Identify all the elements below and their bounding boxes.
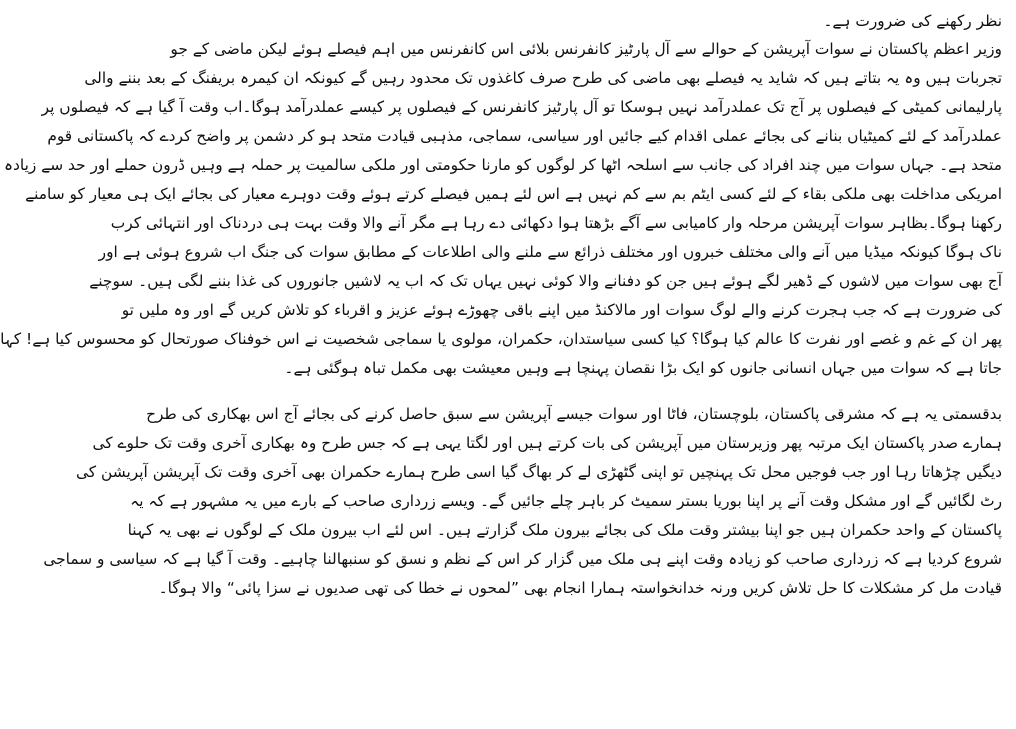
text-line: آج بھی سوات میں لاشوں کے ڈھیر لگے ہوئے ہیں جن کو دفنانے والا کوئی نہیں یہاں تک کہ اب یہ لاشیں جانوروں کی غذا بننے لگی ہیں۔ سوچنے xyxy=(89,272,1002,290)
text-line: قیادت مل کر مشکلات کا حل تلاش کریں ورنہ خدانخواستہ ہمارا انجام بھی ”لمحوں نے خطا کی تھی صدیوں نے سزا پائی“ والا ہوگا۔ xyxy=(158,579,1002,597)
text-line: بدقسمتی یہ ہے کہ مشرقی پاکستان، بلوچستان، فاٹا اور سوات جیسے آپریشن سے سبق حاصل کرنے کی بجائے آج اس بھکاری کی طرح xyxy=(146,405,1002,423)
text-line: پاکستان کے واحد حکمران ہیں جو اپنا بیشتر وقت ملک کی بجائے بیرون ملک گزارتے ہیں۔ اس لئے اب بیرون ملک کے لوگوں نے بھی یہ کہنا xyxy=(127,521,1002,539)
text-line: رٹ لگائیں گے اور مشکل وقت آنے پر اپنا بوریا بستر سمیٹ کر باہر چلے جائیں گے۔ ویسے زرداری صاحب کے بارے میں یہ مشہور ہے کہ یہ xyxy=(130,492,1002,510)
text-line: متحد ہے۔ جہاں سوات میں چند افراد کی جانب سے اسلحہ اٹھا کر لوگوں کو مارنا حکومتی اور ملکی سالمیت پر حملہ ہے وہیں ڈرون حملے اور حد سے زیادہ xyxy=(4,156,1002,174)
text-line: شروع کردیا ہے کہ زرداری صاحب کو زیادہ وقت اپنے ہی ملک میں گزار کر اس کے نظم و نسق کو سنبھالنا چاہیے۔ وقت آ گیا ہے کہ سیاسی و سماجی xyxy=(43,550,1002,568)
text-line: رکھنا ہوگا۔بظاہر سوات آپریشن مرحلہ وار کامیابی سے آگے بڑھتا ہوا دکھائی دے رہا ہے مگر آنے والا وقت بہت ہی دردناک اور انتہائی کرب xyxy=(110,214,1002,232)
text-line: کی ضرورت ہے کہ جب ہجرت کرنے والے لوگ سوات اور مالاکنڈ میں اپنے باقی چھوڑے ہوئے عزیز و اقرباء کو تلاش کریں گے اور وہ ملیں تو xyxy=(121,301,1002,319)
text-line: دیگیں چڑھاتا رہا اور جب فوجیں محل تک پہنچیں تو اپنی گٹھڑی لے کر بھاگ گیا اسی طرح ہمارے حکمران بھی آخری وقت تک آپریشن آپریشن کی xyxy=(75,463,1002,481)
text-line: ہمارے صدر پاکستان ایک مرتبہ پھر وزیرستان میں آپریشن کی بات کرتے ہیں اور لگتا یہی ہے کہ جس طرح وہ بھکاری آخری وقت تک حلوے کی xyxy=(92,434,1002,452)
text-line: جاتا ہے کہ سوات میں جہاں انسانی جانوں کو ایک بڑا نقصان پہنچا ہے وہیں معیشت بھی مکمل تباہ ہوگئی ہے۔ xyxy=(284,359,1002,377)
text-line: ناک ہوگا کیونکہ میڈیا میں آنے والی مختلف خبروں اور مختلف ذرائع سے ملنے والی اطلاعات کے مطابق سوات کی جنگ اب شروع ہوئی ہے اور xyxy=(98,243,1002,261)
text-line: پارلیمانی کمیٹی کے فیصلوں پر آج تک عملدرآمد نہیں ہوسکا تو آل پارٹیز کانفرنس کے فیصلوں پر کیسے عملدرآمد ہوگا۔اب وقت آ گیا ہے کہ فیصلوں پر xyxy=(41,98,1002,116)
text-line: امریکی مداخلت بھی ملکی بقاء کے لئے کسی ایٹم بم سے کم نہیں ہے اس لئے ہمیں فیصلے کرتے ہوئے وقت دوہرے معیار کی بجائے ایک ہی معیار کو سامنے xyxy=(25,185,1002,203)
text-line: وزیر اعظم پاکستان نے سوات آپریشن کے حوالے سے آل پارٹیز کانفرنس بلائی اس کانفرنس میں اہم فیصلے ہوئے لیکن ماضی کے جو xyxy=(170,40,1002,58)
text-line: نظر رکھنے کی ضرورت ہے۔ xyxy=(823,12,1002,30)
text-line: پھر ان کے غم و غصے اور نفرت کا عالم کیا ہوگا؟ کیا کسی سیاستدان، حکمران، مولوی یا سماجی شخصیت نے اس خوفناک صورتحال کو محسوس کیا ہے! کہا xyxy=(0,330,1002,348)
text-line: عملدرآمد کے لئے کمیٹیاں بنانے کی بجائے عملی اقدام کیے جائیں اور سیاسی، سماجی، مذہبی قیادت متحد ہو کر دشمن پر واضح کردے کہ پاکستانی قوم xyxy=(47,127,1002,145)
text-line: تجربات ہیں وہ یہ بتاتے ہیں کہ شاید یہ فیصلے بھی ماضی کی طرح صرف کاغذوں تک محدود رہیں گے کیونکہ ان کیمرہ بریفنگ کے بعد بننے والی xyxy=(84,69,1002,87)
